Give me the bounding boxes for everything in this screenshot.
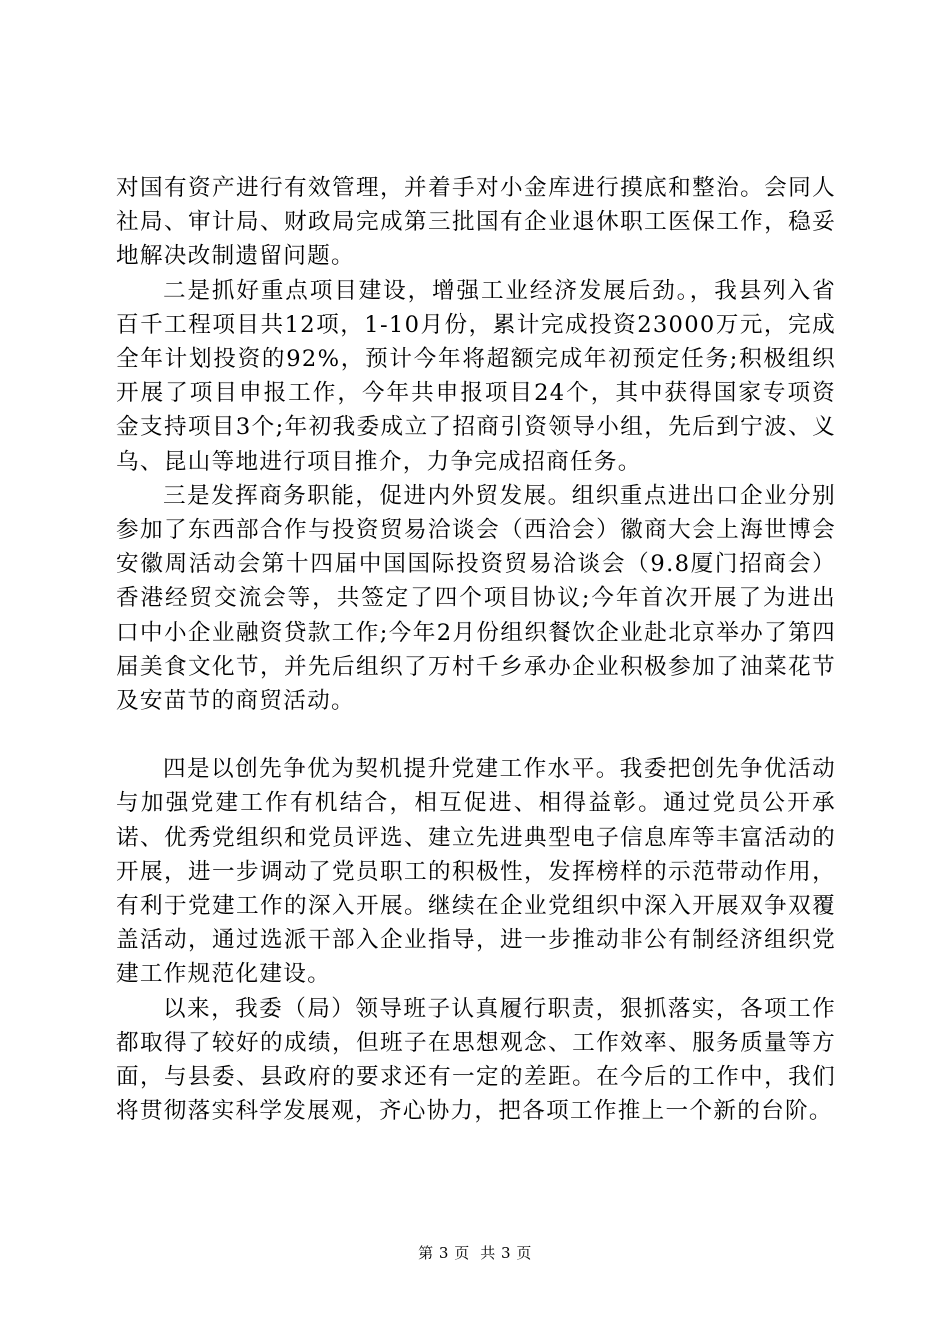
- paragraph-spacer: [116, 718, 836, 752]
- document-body: [116, 171, 836, 1128]
- page-number-footer: 第 3 页 共 3 页: [418, 1244, 532, 1262]
- paragraph-commerce: 三是发挥商务职能，促进内外贸发展。组织重点进出口企业分别参加了东西部合作与投资贸易洽谈会（西洽会）徽商大会上海世博会安徽周活动会第十四届中国国际投资贸易洽谈会（9.8厦门招商会）香港经贸交流会等，共签定了四个项目协议;今年首次开展了为进出口中小企业融资贷款工作;今年2月份组织餐饮企业赴北京举办了第四届美食文化节，并先后组织了万村千乡承办企业积极参加了油菜花节及安苗节的商贸活动。: [116, 482, 836, 715]
- paragraph-key-projects: 二是抓好重点项目建设，增强工业经济发展后劲。，我县列入省百千工程项目共12项，1-10月份，累计完成投资23000万元，完成全年计划投资的92%，预计今年将超额完成年初预定任务;积极组织开展了项目申报工作，今年共申报项目24个，其中获得国家专项资金支持项目3个;年初我委成立了招商引资领导小组，先后到宁波、义乌、昆山等地进行项目推介，力争完成招商任务。: [116, 277, 836, 475]
- paragraph-summary: 以来，我委（局）领导班子认真履行职责，狠抓落实，各项工作都取得了较好的成绩，但班子在思想观念、工作效率、服务质量等方面，与县委、县政府的要求还有一定的差距。在今后的工作中，我们将贯彻落实科学发展观，齐心协力，把各项工作推上一个新的台阶。: [116, 995, 836, 1125]
- paragraph-state-assets: 对国有资产进行有效管理，并着手对小金库进行摸底和整治。会同人社局、审计局、财政局完成第三批国有企业退休职工医保工作，稳妥地解决改制遗留问题。: [116, 175, 836, 270]
- paragraph-party-building: 四是以创先争优为契机提升党建工作水平。我委把创先争优活动与加强党建工作有机结合，相互促进、相得益彰。通过党员公开承诺、优秀党组织和党员评选、建立先进典型电子信息库等丰富活动的开展，进一步调动了党员职工的积极性，发挥榜样的示范带动作用，有利于党建工作的深入开展。继续在企业党组织中深入开展双争双覆盖活动，通过选派干部入企业指导，进一步推动非公有制经济组织党建工作规范化建设。: [116, 756, 836, 988]
